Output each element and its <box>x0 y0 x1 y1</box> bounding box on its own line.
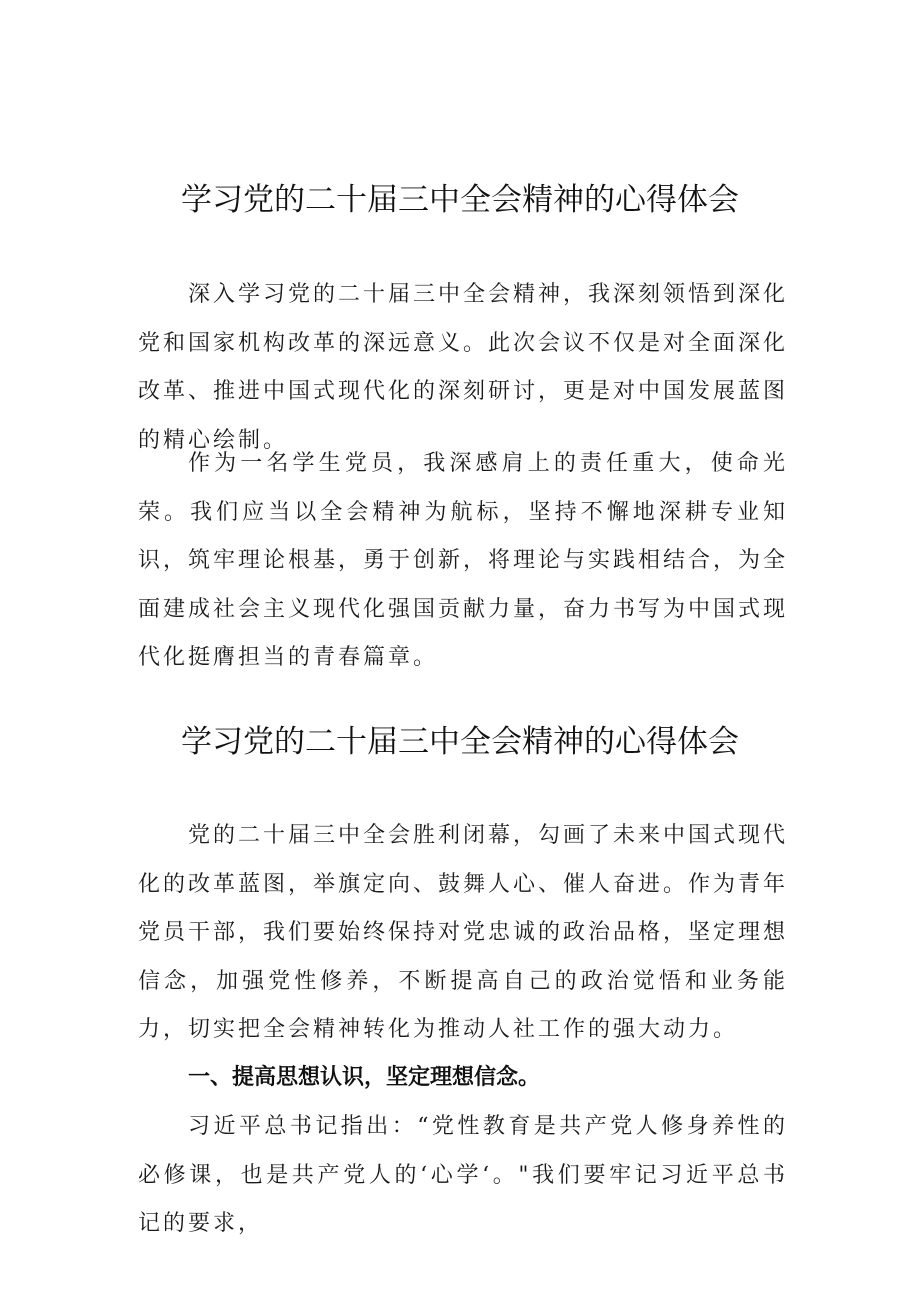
section-2-title: 学习党的二十届三中全会精神的心得体会 <box>181 724 739 760</box>
section-2-paragraph-2: 习近平总书记指出：“党性教育是共产党人修身养性的必修课，也是共产党人的‘心学‘。"我们要牢记习近平总书记的要求， <box>138 1114 788 1236</box>
section-1-title: 学习党的二十届三中全会精神的心得体会 <box>181 182 739 218</box>
section-1-paragraph-1: 深入学习党的二十届三中全会精神，我深刻领悟到深化党和国家机构改革的深远意义。此次会议不仅是对全面深化改革、推进中国式现代化的深刻研讨，更是对中国发展蓝图的精心绘制。 <box>138 282 789 453</box>
section-1-paragraph-2: 作为一名学生党员，我深感肩上的责任重大，使命光荣。我们应当以全会精神为航标，坚持不懈地深耕专业知识，筑牢理论根基，勇于创新，将理论与实践相结合，为全面建成社会主义现代化强国贡献力量，奋力书写为中国式现代化挺膺担当的青春篇章。 <box>138 451 789 670</box>
section-2-heading-1: 一、提高思想认识，坚定理想信念。 <box>188 1065 541 1090</box>
section-2-intro-paragraph: 党的二十届三中全会胜利闭幕，勾画了未来中国式现代化的改革蓝图，举旗定向、鼓舞人心、催人奋进。作为青年党员干部，我们要始终保持对党忠诚的政治品格，坚定理想信念，加强党性修养，不断提高自己的政治觉悟和业务能力，切实把全会精神转化为推动人社工作的强大动力。 <box>138 823 789 1042</box>
